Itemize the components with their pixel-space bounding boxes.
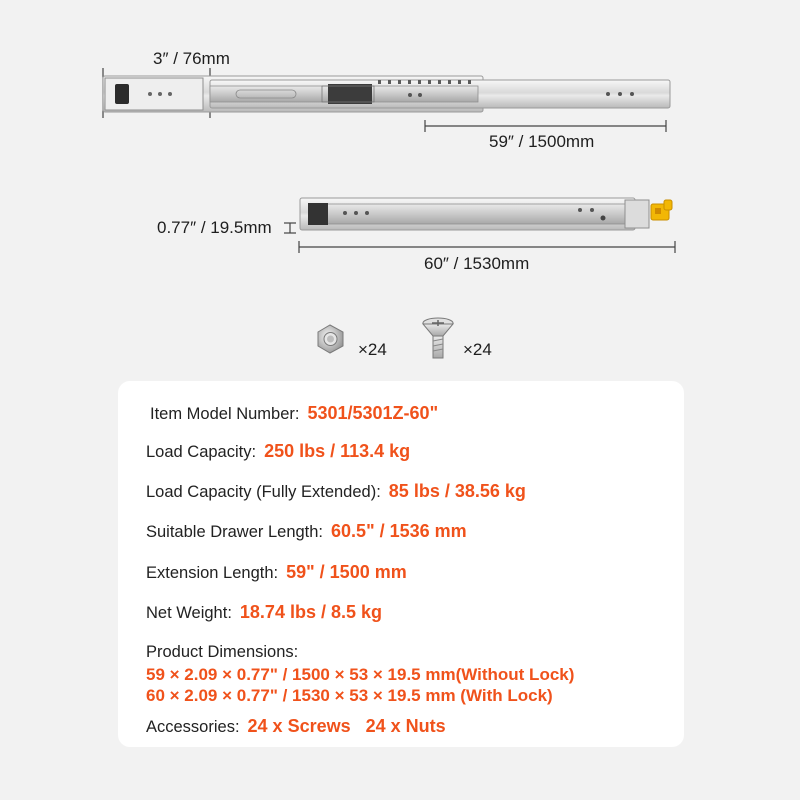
spec-label: Load Capacity (Fully Extended): (146, 483, 381, 501)
rail-width-label: 3″ / 76mm (153, 49, 230, 68)
spec-row-drawer-length (146, 521, 467, 542)
spec-row-extension-length (146, 562, 407, 583)
spec-row-load-capacity (146, 441, 410, 462)
extension-dimension-label: 59″ / 1500mm (489, 132, 595, 151)
illustration-area (0, 0, 800, 380)
spec-row-load-extended (146, 481, 526, 502)
spec-row-product-dimensions (146, 643, 298, 662)
spec-row-model (150, 403, 438, 424)
extended-slide-illustration (103, 68, 670, 132)
spec-label: Accessories: (146, 718, 240, 736)
spec-label: Load Capacity: (146, 443, 257, 461)
hex-nut-icon (318, 325, 343, 353)
spec-value: 24 x Screws 24 x Nuts (247, 716, 446, 736)
screw-quantity-label: ×24 (463, 340, 492, 359)
closed-length-label: 60″ / 1530mm (424, 254, 530, 273)
spec-value: 59" / 1500 mm (286, 562, 407, 582)
spec-value: 85 lbs / 38.56 kg (388, 481, 526, 501)
dimensions-with-lock: 60 × 2.09 × 0.77" / 1530 × 53 × 19.5 mm (With Lock) (146, 686, 553, 705)
spec-value: 5301/5301Z-60" (307, 403, 439, 423)
spec-label: Item Model Number: (150, 405, 300, 423)
spec-label: Suitable Drawer Length: (146, 523, 324, 541)
spec-value: 250 lbs / 113.4 kg (264, 441, 411, 461)
spec-row-accessories (146, 716, 446, 737)
spec-value: 18.74 lbs / 8.5 kg (239, 602, 382, 622)
spec-label: Product Dimensions: (146, 643, 299, 661)
closed-slide-illustration (284, 198, 675, 253)
dimensions-without-lock: 59 × 2.09 × 0.77" / 1500 × 53 × 19.5 mm(Without Lock) (146, 665, 575, 684)
nut-quantity-label: ×24 (358, 340, 387, 359)
spec-value: 60.5" / 1536 mm (331, 521, 467, 541)
spec-row-net-weight (146, 602, 382, 623)
spec-card (118, 381, 684, 747)
spec-label: Extension Length: (146, 564, 279, 582)
rail-illustrations (0, 0, 800, 380)
countersunk-screw-icon (423, 318, 453, 358)
spec-label: Net Weight: (146, 604, 232, 622)
lock-clip-icon (651, 200, 672, 220)
thickness-dimension-label: 0.77″ / 19.5mm (157, 218, 272, 237)
